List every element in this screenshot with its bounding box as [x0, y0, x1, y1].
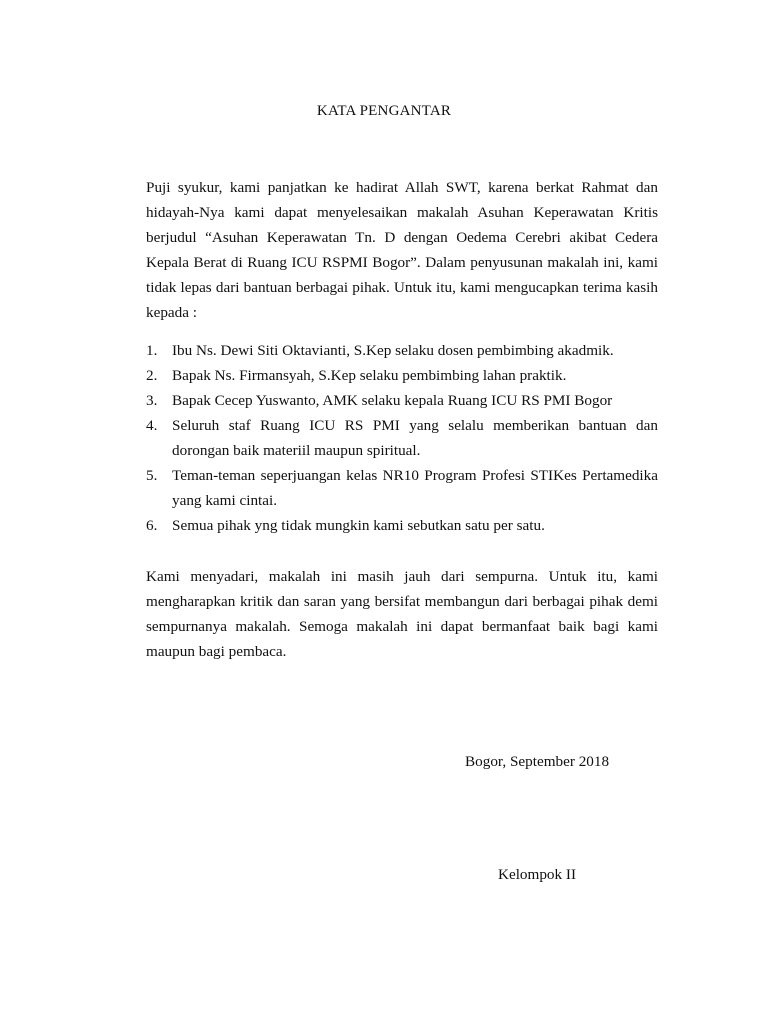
- list-item: [146, 338, 658, 363]
- list-item: [146, 363, 658, 388]
- list-item-number: 6.: [146, 517, 158, 534]
- list-item-text: Teman-teman seperjuangan kelas NR10 Program Profesi STIKes Pertamedika yang kami cintai.: [172, 467, 658, 509]
- list-item-number: 1.: [146, 342, 158, 359]
- list-item-text: Bapak Cecep Yuswanto, AMK selaku kepala Ruang ICU RS PMI Bogor: [172, 392, 613, 409]
- list-item: [146, 388, 658, 413]
- signature: Kelompok II: [498, 866, 577, 883]
- list-item: [146, 513, 658, 538]
- place-date: Bogor, September 2018: [465, 753, 610, 770]
- thanks-list: [146, 338, 658, 538]
- closing-paragraph: Kami menyadari, makalah ini masih jauh dari sempurna. Untuk itu, kami mengharapkan kritik dan saran yang bersifat membangun dari berbagai pihak demi sempurnanya makalah. Semoga makalah ini dapat bermanfaat baik bagi kami maupun bagi pembaca.: [146, 568, 658, 660]
- list-item-text: Seluruh staf Ruang ICU RS PMI yang selalu memberikan bantuan dan dorongan baik materiil maupun spiritual.: [172, 417, 658, 459]
- intro-paragraph: Puji syukur, kami panjatkan ke hadirat Allah SWT, karena berkat Rahmat dan hidayah-Nya kami dapat menyelesaikan makalah Asuhan Keperawatan Kritis berjudul “Asuhan Keperawatan Tn. D dengan Oedema Cerebri akibat Cedera Kepala Berat di Ruang ICU RSPMI Bogor”. Dalam penyusunan makalah ini, kami tidak lepas dari bantuan berbagai pihak. Untuk itu, kami mengucapkan terima kasih kepada :: [146, 179, 658, 321]
- list-item-text: Ibu Ns. Dewi Siti Oktavianti, S.Kep selaku dosen pembimbing akadmik.: [172, 342, 614, 359]
- page-title: KATA PENGANTAR: [316, 103, 452, 119]
- list-item-number: 4.: [146, 417, 158, 434]
- list-item-number: 5.: [146, 467, 158, 484]
- list-item-text: Bapak Ns. Firmansyah, S.Kep selaku pembimbing lahan praktik.: [172, 367, 567, 384]
- list-item-number: 2.: [146, 367, 158, 384]
- list-item: [146, 413, 658, 463]
- list-item: [146, 463, 658, 513]
- list-item-number: 3.: [146, 392, 158, 409]
- list-item-text: Semua pihak yng tidak mungkin kami sebutkan satu per satu.: [172, 517, 545, 534]
